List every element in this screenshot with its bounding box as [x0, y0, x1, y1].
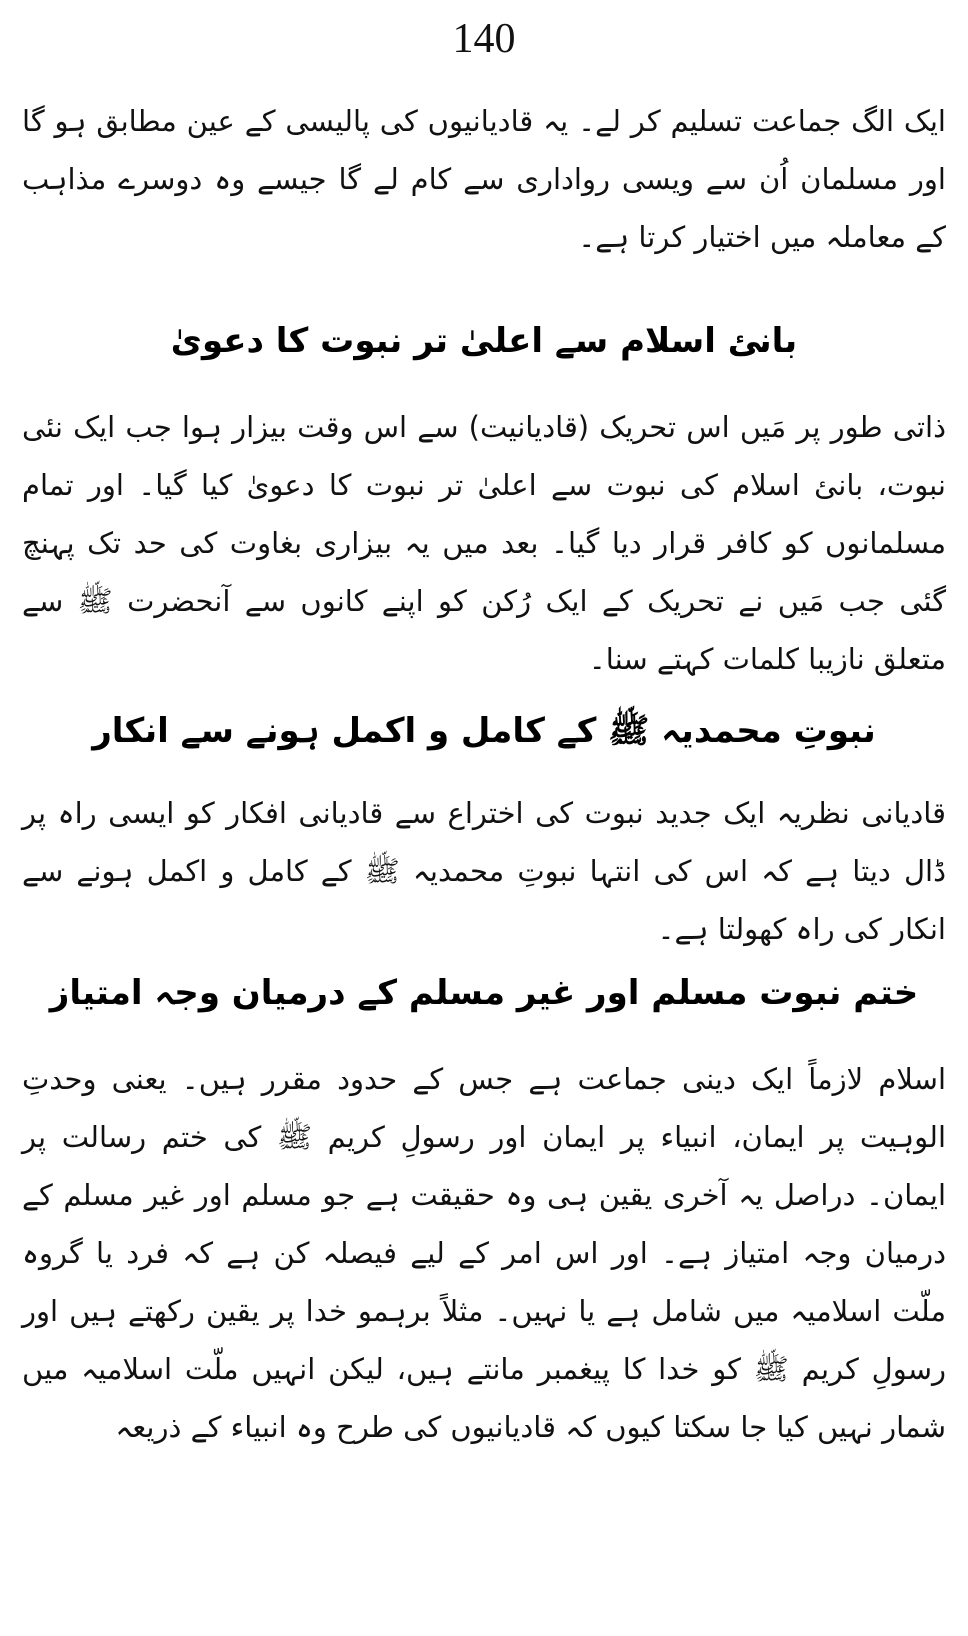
section3-paragraph: اسلام لازماً ایک دینی جماعت ہے جس کے حدود مقرر ہیں۔ یعنی وحدتِ الوہیت پر ایمان، انبیاء پر ایمان اور رسولِ کریم ﷺ کی ختم رسالت پر ایمان۔ دراصل یہ آخری یقین ہی وہ حقیقت ہے جو مسلم اور غیر مسلم کے درمیان وجہ امتیاز ہے۔ اور اس امر کے لیے فیصلہ کن ہے کہ فرد یا گروہ ملّت اسلامیہ میں شامل ہے یا نہیں۔ مثلاً برہمو خدا پر یقین رکھتے ہیں اور رسولِ کریم ﷺ کو خدا کا پیغمبر مانتے ہیں، لیکن انہیں ملّت اسلامیہ میں شمار نہیں کیا جا سکتا کیوں کہ قادیانیوں کی طرح وہ انبیاء کے ذریعہ: [22, 1062, 946, 1444]
section-heading-claim-of-prophethood: بانئ اسلام سے اعلیٰ تر نبوت کا دعویٰ: [170, 321, 798, 361]
page-content: [22, 92, 946, 1456]
section-heading-denial-of-finality: نبوتِ محمدیہ ﷺ کے کامل و اکمل ہونے سے انکار: [92, 711, 876, 751]
section1-paragraph: ذاتی طور پر مَیں اس تحریک (قادیانیت) سے اس وقت بیزار ہوا جب ایک نئی نبوت، بانئ اسلام کی نبوت سے اعلیٰ تر نبوت کا دعویٰ کیا گیا۔ اور تمام مسلمانوں کو کافر قرار دیا گیا۔ بعد میں یہ بیزاری بغاوت کی حد تک پہنچ گئی جب مَیں نے تحریک کے ایک رُکن کو اپنے کانوں سے آنحضرت ﷺ سے متعلق نازیبا کلمات کہتے سنا۔: [22, 410, 946, 676]
section2-paragraph: قادیانی نظریہ ایک جدید نبوت کی اختراع سے قادیانی افکار کو ایسی راہ پر ڈال دیتا ہے کہ اس کی انتہا نبوتِ محمدیہ ﷺ کے کامل و اکمل ہونے سے انکار کی راہ کھولتا ہے۔: [22, 796, 946, 946]
page-number: 140: [452, 16, 516, 62]
intro-paragraph: ایک الگ جماعت تسلیم کر لے۔ یہ قادیانیوں کی پالیسی کے عین مطابق ہو گا اور مسلمان اُن سے ویسی رواداری سے کام لے گا جیسے وہ دوسرے مذاہب کے معاملہ میں اختیار کرتا ہے۔: [22, 104, 946, 254]
section-heading-khatm-e-nabuwwat: ختم نبوت مسلم اور غیر مسلم کے درمیان وجہ امتیاز: [49, 973, 919, 1013]
